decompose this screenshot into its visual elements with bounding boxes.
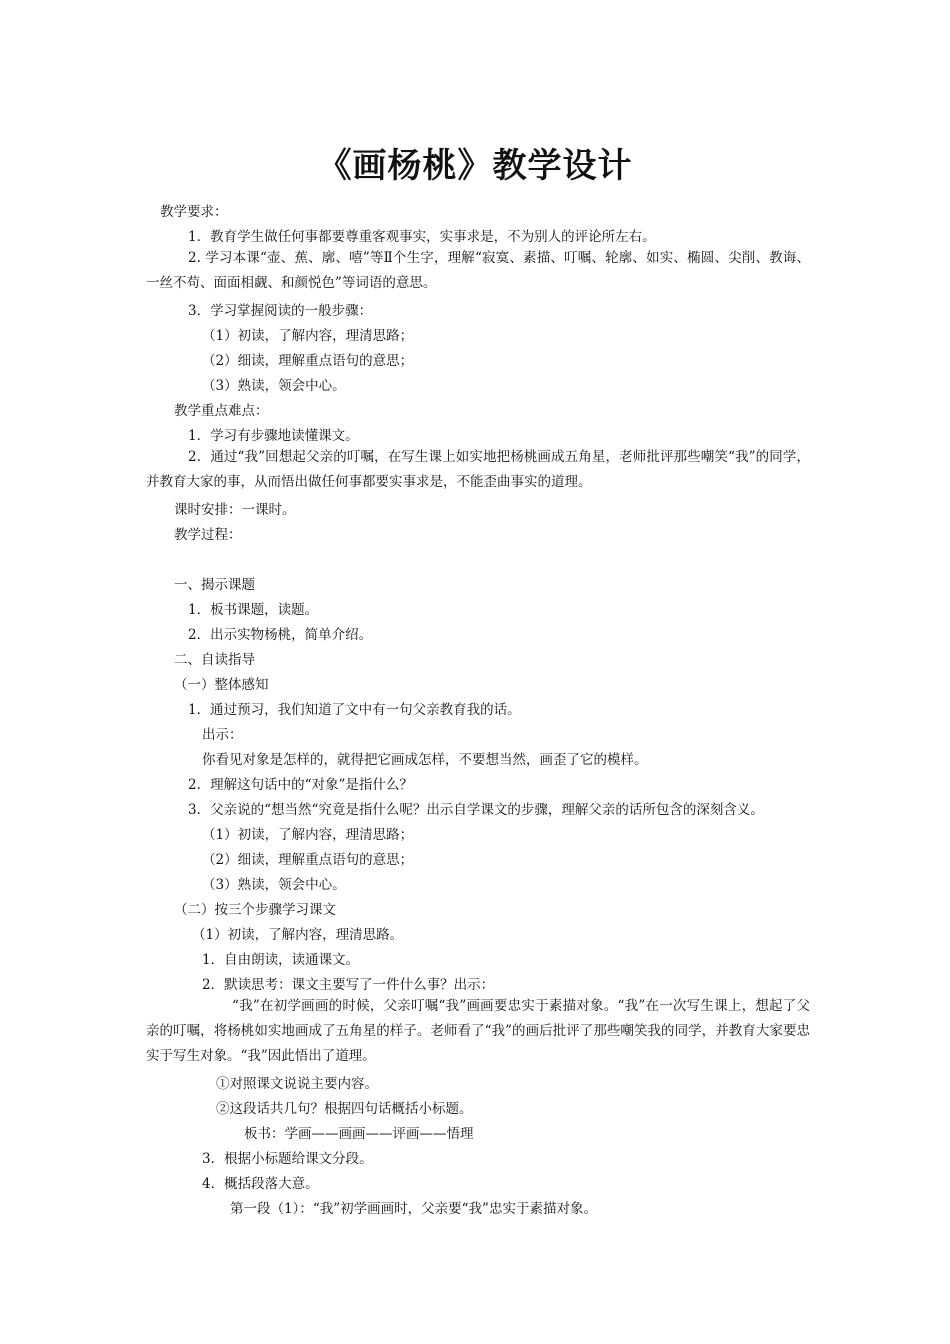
part-2-item-2: 2．默读思考：课文主要写了一件什么事？出示： (202, 977, 495, 993)
part-2-sub-1: （1）初读，了解内容，理清思路。 (192, 927, 404, 943)
part-1-step-1: （1）初读，了解内容，理清思路； (202, 827, 414, 843)
schedule: 课时安排：一课时。 (174, 502, 296, 518)
part-2-item-4: 4．概括段落大意。 (202, 1176, 319, 1192)
reading-step-3: （3）熟读，领会中心。 (202, 378, 346, 394)
part-1-item-3: 3．父亲说的“想当然“究竟是指什么呢？出示自学课文的步骤，理解父亲的话所包含的深刻含义。 (188, 802, 764, 818)
section-2-heading: 二、自读指导 (174, 652, 255, 668)
reading-step-1: （1）初读，了解内容，理清思路； (202, 328, 414, 344)
page-title: 《画杨桃》教学设计 (317, 146, 633, 186)
question-2: ②这段话共几句？根据四句话概括小标题。 (216, 1101, 473, 1117)
requirement-item-1: 1．教育学生做任何事都要尊重客观事实，实事求是，不为别人的评论所左右。 (188, 229, 656, 245)
part-2-heading: （二）按三个步骤学习课文 (174, 902, 336, 918)
father-quote: 你看见对象是怎样的，就得把它画成怎样，不要想当然，画歪了它的模样。 (202, 752, 648, 768)
reading-step-2: （2）细读，理解重点语句的意思； (202, 353, 414, 369)
part-2-item-1: 1．自由朗读，读通课文。 (202, 952, 360, 968)
part-1-item-1: 1．通过预习，我们知道了文中有一句父亲教育我的话。 (188, 702, 521, 718)
part-1-heading: （一）整体感知 (174, 677, 269, 693)
key-point-item-2: 2．通过“我”回想起父亲的叮嘱，在写生课上如实地把杨桃画成五角星，老师批评那些嘲笑“我”的同学，并教育大家的事，从而悟出做任何事都要实事求是，不能歪曲事实的道理。 (146, 449, 810, 490)
section-1-item-2: 2．出示实物杨桃，简单介绍。 (188, 627, 373, 643)
requirement-item-2: 2. 学习本课“壶、蕉、廓、嘻”等Ⅱ个生字，理解“寂寞、素描、叮嘱、轮廓、如实、椭圆、尖削、教诲、一丝不苟、面面相觑、和颜悦色”等词语的意思。 (146, 250, 810, 291)
board-writing: 板书：学画——画画——评画——悟理 (244, 1126, 474, 1142)
part-1-step-2: （2）细读，理解重点语句的意思； (202, 852, 414, 868)
process-heading: 教学过程： (174, 527, 242, 543)
key-point-item-1: 1．学习有步骤地读懂课文。 (188, 428, 359, 444)
section-1-item-1: 1．板书课题，读题。 (188, 602, 319, 618)
part-1-step-3: （3）熟读，领会中心。 (202, 877, 346, 893)
requirements-heading: 教学要求： (160, 204, 228, 220)
key-points-heading: 教学重点难点： (174, 403, 269, 419)
story-summary: “我”在初学画画的时候，父亲叮嘱“我”画画要忠实于素描对象。“我”在一次写生课上，想起了父亲的叮嘱，将杨桃如实地画成了五角星的样子。老师看了“我”的画后批评了那些嘲笑我的同学，并教育大家要忠实于写生对象。“我”因此悟出了道理。 (146, 998, 810, 1064)
paragraph-1-summary: 第一段（1）：“我”初学画画时，父亲要“我”忠实于素描对象。 (230, 1201, 597, 1217)
requirement-item-3: 3．学习掌握阅读的一般步骤： (188, 303, 373, 319)
part-1-item-2: 2．理解这句话中的“对象”是指什么？ (188, 777, 413, 793)
part-2-item-3: 3．根据小标题给课文分段。 (202, 1151, 373, 1167)
show-label: 出示： (202, 727, 243, 743)
question-1: ①对照课文说说主要内容。 (216, 1076, 378, 1092)
section-1-heading: 一、揭示课题 (174, 577, 255, 593)
